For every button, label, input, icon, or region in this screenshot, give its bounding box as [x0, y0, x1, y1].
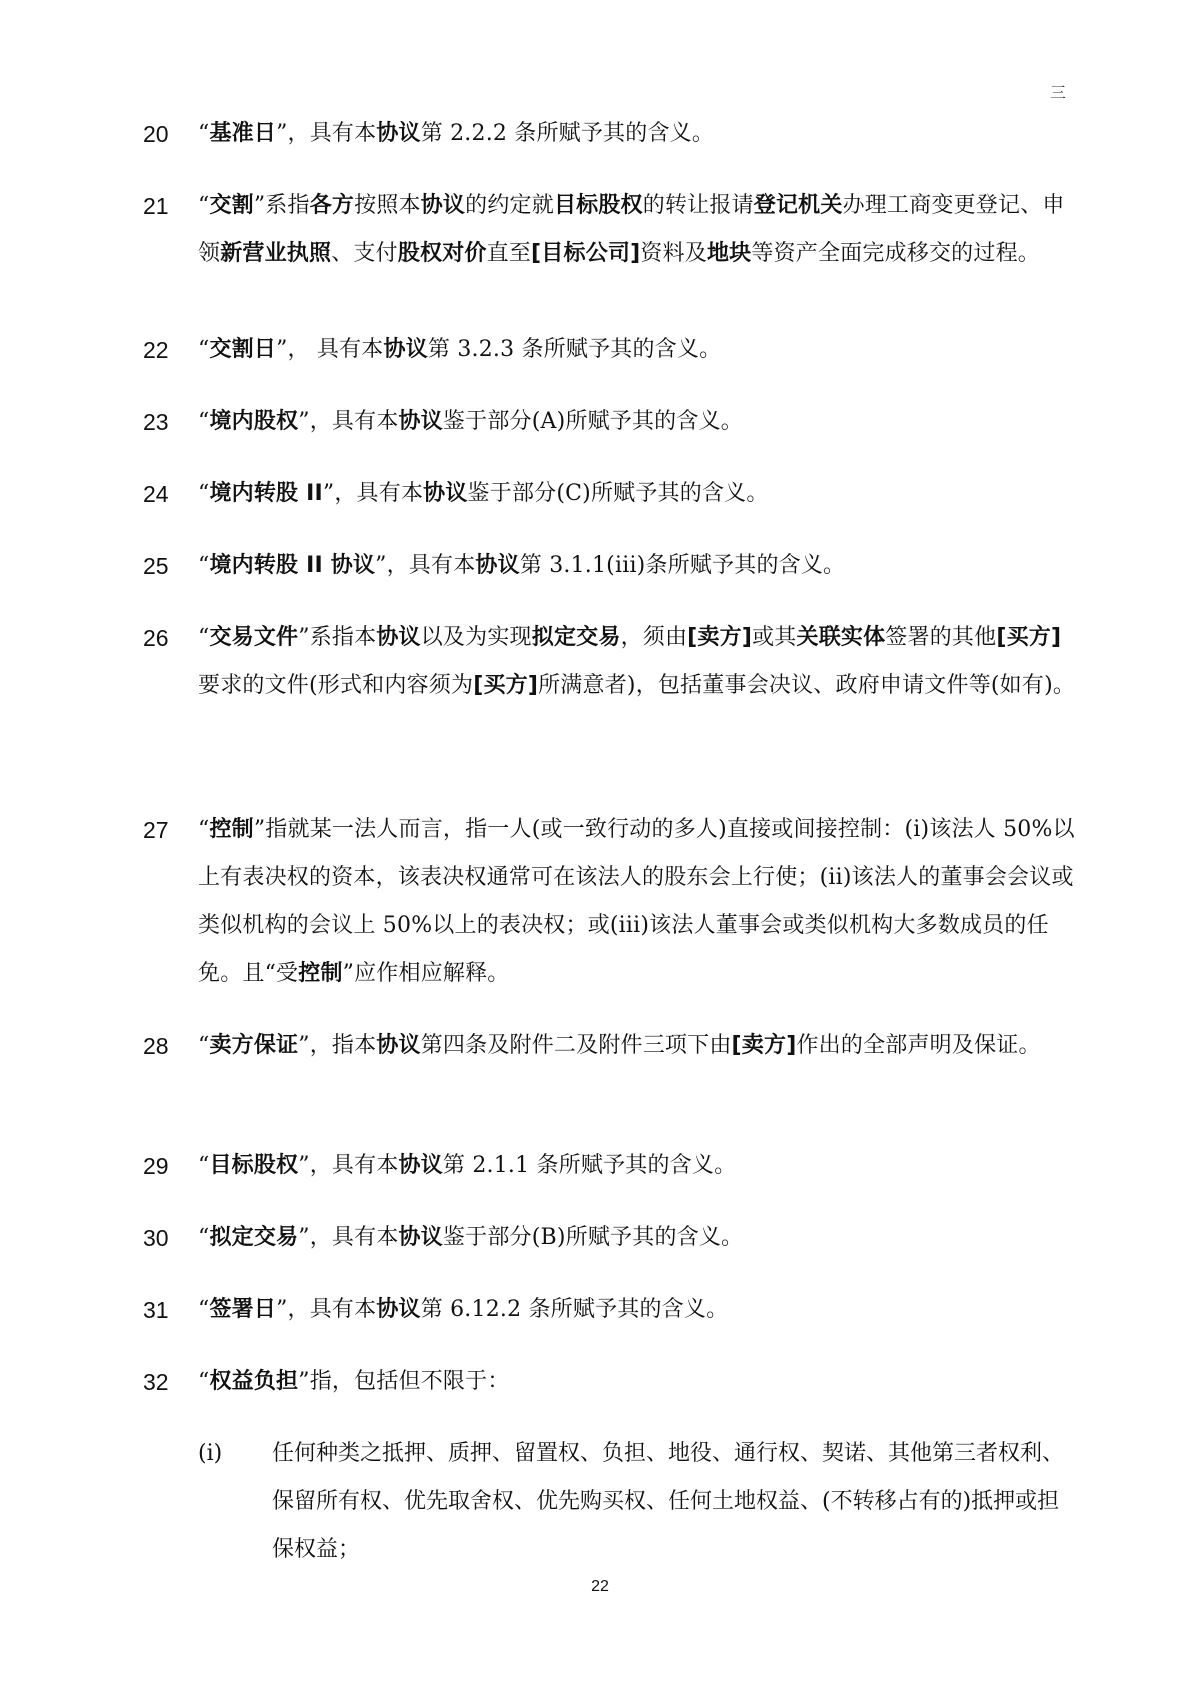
definition-text	[198, 326, 1078, 374]
sub-item-text: 任何种类之抵押、质押、留置权、负担、地役、通行权、契诺、其他第三者权利、保留所有权、优先取舍权、优先购买权、任何土地权益、(不转移占有的)抵押或担保权益；	[272, 1441, 1065, 1562]
defined-term: 卖方保证	[209, 1033, 299, 1058]
definition-number: 26	[143, 625, 169, 651]
definition-text-run: “	[198, 1369, 210, 1394]
defined-term: 登记机关	[753, 193, 843, 218]
defined-term: 签署日	[209, 1297, 277, 1322]
definition-number: 20	[143, 121, 169, 147]
defined-term: 境内转股 II 协议	[209, 553, 376, 578]
definition-text-run: 第 2.2.2 条所赋予其的含义。	[420, 121, 715, 146]
defined-term: 境内转股 II	[209, 481, 323, 506]
defined-term: [买方]	[473, 673, 539, 698]
definition-text-run: ”，具有本	[375, 553, 476, 578]
header-mark: 三	[1050, 83, 1067, 102]
definition-text-run: 直至	[486, 241, 532, 266]
definition-text	[198, 110, 1078, 158]
sub-item-label: (i)	[198, 1441, 223, 1466]
definition-text-run: “	[198, 409, 210, 434]
page-number: 22	[591, 1578, 609, 1595]
definition-number: 28	[143, 1033, 169, 1059]
definition-text-run: 第 6.12.2 条所赋予其的含义。	[420, 1297, 729, 1322]
definition-text-run: “	[198, 481, 210, 506]
defined-term: 新营业执照	[220, 241, 332, 266]
defined-term: 协议	[398, 1225, 443, 1250]
definition-text	[198, 614, 1078, 710]
definition-text-run: 第 3.2.3 条所赋予其的含义。	[427, 337, 722, 362]
defined-term: 基准日	[209, 121, 277, 146]
definition-text-run: “	[198, 1297, 210, 1322]
definition-number: 31	[143, 1297, 169, 1323]
definition-number: 30	[143, 1225, 169, 1251]
definition-text	[198, 806, 1078, 998]
definition-text-run: ”，具有本	[298, 1225, 399, 1250]
definition-text-run: ”指就某一法人而言，指一人(或一致行动的多人)直接或间接控制：(i)该法人 50%以上有表决权的资本，该表决权通常可在该法人的股东会上行使；(ii)该法人的董事会会议或类似机构的会议上 50%以上的表决权；或(iii)该法人董事会或类似机构大多数成员的任免。且“受	[198, 817, 1075, 986]
definition-text-run: 的约定就	[465, 193, 554, 218]
defined-term: 协议	[376, 1297, 421, 1322]
definition-text-run: 要求的文件(形式和内容须为	[198, 673, 474, 698]
defined-term: [卖方]	[687, 625, 753, 650]
definition-text-run: ”系指	[253, 193, 310, 218]
definition-text-run: ”指，包括但不限于：	[298, 1369, 510, 1394]
definition-text-run: “	[198, 337, 210, 362]
defined-term: 权益负担	[209, 1369, 299, 1394]
definition-text-run: “	[198, 625, 210, 650]
definition-text	[198, 398, 1078, 446]
definition-text-run: ”，具有本	[276, 1297, 377, 1322]
defined-term: 关联实体	[796, 625, 886, 650]
definition-text	[198, 1022, 1078, 1070]
defined-term: 目标股权	[553, 193, 643, 218]
definition-text-run: ”，具有本	[276, 121, 377, 146]
definition-text	[198, 1358, 1078, 1406]
defined-term: 地块	[706, 241, 752, 266]
defined-term: 拟定交易	[209, 1225, 299, 1250]
definition-text-run: ”， 具有本	[276, 337, 384, 362]
defined-term: 协议	[420, 193, 466, 218]
definition-number: 21	[143, 193, 169, 219]
definition-text-run: 的转让报请	[642, 193, 754, 218]
definition-text-run: ”，具有本	[298, 409, 399, 434]
definition-text-run: 签署的其他	[885, 625, 997, 650]
defined-term: 协议	[376, 1033, 421, 1058]
definition-text-run: 等资产全面完成移交的过程。	[751, 241, 1040, 266]
definition-text-run: “	[198, 817, 210, 842]
definition-text-run: ”，具有本	[322, 481, 424, 506]
definition-number: 25	[143, 553, 169, 579]
defined-term: 交易文件	[209, 625, 299, 650]
definition-number: 22	[143, 337, 169, 363]
definition-text-run: ”，具有本	[298, 1153, 399, 1178]
defined-term: 协议	[423, 481, 468, 506]
definition-number: 29	[143, 1153, 169, 1179]
defined-term: 协议	[398, 1153, 443, 1178]
definition-text-run: ”系指本	[298, 625, 377, 650]
definition-number: 27	[143, 817, 169, 843]
definition-text-run: 资料及	[640, 241, 707, 266]
definition-text-run: 鉴于部分(B)所赋予其的含义。	[442, 1225, 744, 1250]
defined-term: [买方]	[996, 625, 1062, 650]
definition-number: 23	[143, 409, 169, 435]
definition-text	[198, 182, 1078, 278]
definition-text-run: 按照本	[354, 193, 421, 218]
definition-text-run: “	[198, 121, 210, 146]
defined-term: [卖方]	[731, 1033, 797, 1058]
defined-term: 交割	[209, 193, 254, 218]
definition-text-run: 以及为实现	[420, 625, 532, 650]
definition-text-run: “	[198, 553, 210, 578]
defined-term: 协议	[376, 625, 421, 650]
definition-text-run: 所满意者)，包括董事会决议、政府申请文件等(如有)。	[538, 673, 1076, 698]
defined-term: 协议	[475, 553, 520, 578]
defined-term: 各方	[309, 193, 355, 218]
definition-text-run: “	[198, 193, 210, 218]
definition-text-run: ，须由	[620, 625, 688, 650]
defined-term: 股权对价	[397, 241, 487, 266]
definition-text-run: 、支付	[331, 241, 398, 266]
defined-term: 目标股权	[209, 1153, 299, 1178]
definition-text-run: 鉴于部分(C)所赋予其的含义。	[467, 481, 769, 506]
definition-number: 32	[143, 1369, 169, 1395]
definition-text-run: 第 2.1.1 条所赋予其的含义。	[442, 1153, 737, 1178]
definition-text-run: ”应作相应解释。	[342, 961, 510, 986]
defined-term: 控制	[209, 817, 254, 842]
definition-text	[198, 1142, 1078, 1190]
definition-text-run: 作出的全部声明及保证。	[796, 1033, 1041, 1058]
definition-text-run: “	[198, 1033, 210, 1058]
definition-text-run: 第四条及附件二及附件三项下由	[420, 1033, 732, 1058]
definition-text-run: 或其	[752, 625, 797, 650]
defined-term: 境内股权	[209, 409, 299, 434]
definition-text-run: “	[198, 1225, 210, 1250]
definition-text	[198, 470, 1078, 518]
definition-text-run: “	[198, 1153, 210, 1178]
definition-number: 24	[143, 481, 169, 507]
defined-term: 协议	[383, 337, 428, 362]
defined-term: 协议	[376, 121, 421, 146]
defined-term: 交割日	[209, 337, 277, 362]
definition-text-run: 鉴于部分(A)所赋予其的含义。	[442, 409, 743, 434]
definition-text-run: 办理工商变更登记、申领	[198, 193, 1065, 266]
defined-term: 控制	[298, 961, 343, 986]
definition-text-run: 第 3.1.1(iii)条所赋予其的含义。	[519, 553, 846, 578]
definition-text-run: ”，指本	[298, 1033, 377, 1058]
defined-term: 协议	[398, 409, 443, 434]
definition-text	[198, 542, 1078, 590]
definition-text	[198, 1214, 1078, 1262]
defined-term: 拟定交易	[531, 625, 621, 650]
defined-term: [目标公司]	[531, 241, 641, 266]
definition-text	[198, 1286, 1078, 1334]
